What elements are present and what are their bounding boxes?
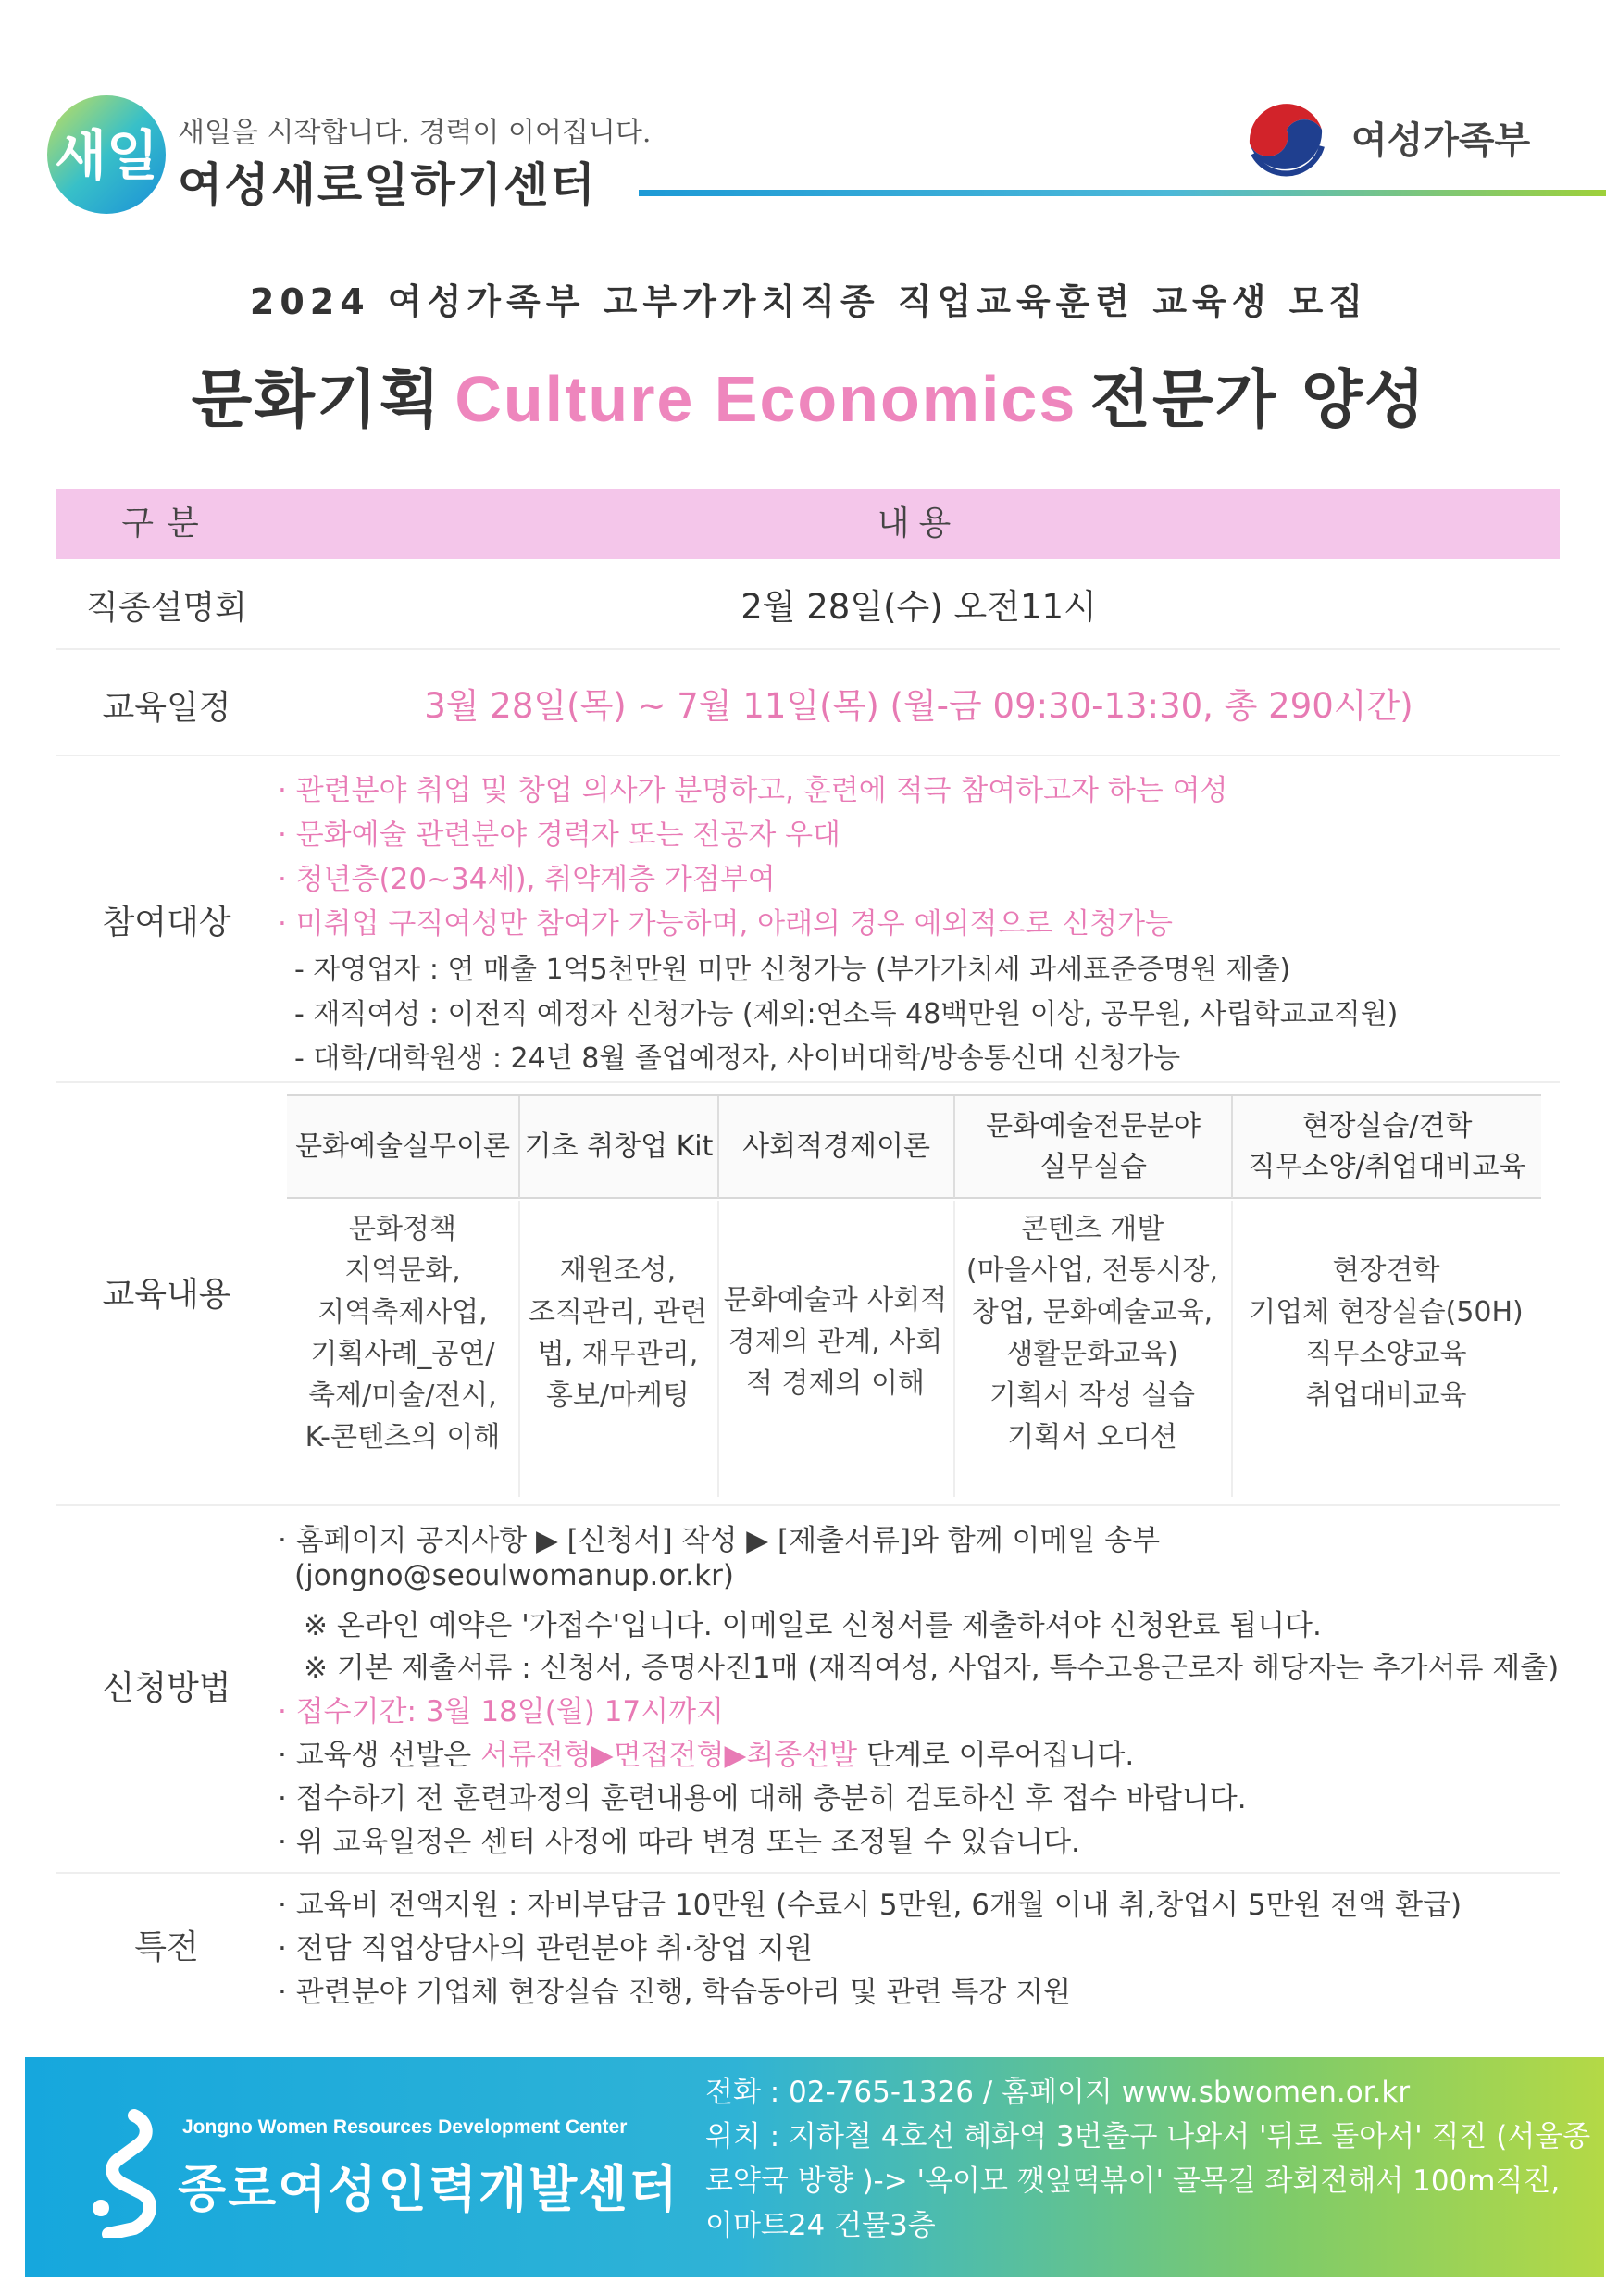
briefing-label: 직종설명회 [86,589,247,627]
curriculum-col-divider [717,1201,719,1497]
table-header-category: 구분 [121,505,212,543]
application-selection [278,1731,1134,1773]
curriculum-item: 직무소양교육 [1305,1338,1467,1370]
curriculum-col-body [717,1279,953,1557]
curriculum-item: 문화예술과 사회적 [723,1284,948,1316]
selection-steps: 서류전형▶면접전형▶최종선발 [480,1739,858,1772]
briefing-value: 2월 28일(수) 오전11시 [741,587,1097,627]
selection-pre: · 교육생 선발은 [278,1739,481,1772]
row-divider [56,1504,1560,1506]
curriculum-item: 법, 재무관리, [537,1338,699,1370]
curriculum-item: 지역축제사업, [317,1296,488,1329]
saeil-logo [44,93,169,218]
curriculum-item: 지역문화, [344,1254,461,1287]
curriculum-col-divider [518,1201,520,1497]
saeil-logo-text: 새일 [54,124,159,187]
curriculum-col-body [953,1208,1231,1486]
curriculum-col-head [717,1096,953,1198]
application-line: · 홈페이지 공지사항 ▶ [신청서] 작성 ▶ [제출서류]와 함께 이메일 송부 [278,1524,1161,1557]
jongno-logo-icon [81,2108,164,2238]
curriculum-item: 현장견학 [1332,1254,1440,1287]
curriculum-item: 조직관리, 관련 [529,1296,707,1329]
curriculum-col-body [518,1250,717,1528]
curriculum-item: 홍보/마케팅 [545,1379,690,1412]
row-divider [56,648,1560,650]
application-label: 신청방법 [102,1669,231,1707]
curriculum-item: 적 경제의 이해 [746,1367,925,1400]
curriculum-item: 기획서 오디션 [1007,1421,1177,1454]
application-line: · 접수하기 전 훈련과정의 훈련내용에 대해 충분히 검토하신 후 접수 바랍니다. [278,1782,1247,1816]
ministry-name: 여성가족부 [1351,119,1531,162]
application-email: (jongno@seoulwomanup.or.kr) [294,1559,734,1592]
footer-location: 위치 : 지하철 4호선 혜화역 3번출구 나와서 '뒤로 돌아서' 직진 (서울종 [705,2120,1591,2153]
benefit-item: · 교육비 전액지원 : 자비부담금 10만원 (수료시 5만원, 6개월 이내 취,창업시 5만원 전액 환급) [278,1889,1462,1922]
title-part-2: Culture Economics [454,363,1077,435]
footer-banner [25,2057,1604,2277]
application-note: ※ 기본 제출서류 : 신청서, 증명사진1매 (재직여성, 사업자, 특수고용근로자 해당자는 추가서류 제출) [304,1652,1560,1685]
curriculum-item: 재원조성, [559,1254,677,1287]
curriculum-item: 기획서 작성 실습 [989,1379,1195,1412]
curriculum-col-head [953,1096,1231,1198]
schedule-label: 교육일정 [102,689,231,727]
benefits-label: 특전 [134,1928,199,1966]
curriculum-item: 창업, 문화예술교육, [971,1296,1214,1329]
curriculum-header-row [287,1094,1541,1199]
schedule-value: 3월 28일(목) ~ 7월 11일(목) (월-금 09:30-13:30, 총 290시간) [424,686,1413,726]
footer-org-ko: 종로여성인력개발센터 [178,2160,679,2218]
page-subtitle: 2024 여성가족부 고부가가치직종 직업교육훈련 교육생 모집 [249,281,1369,322]
curriculum-item: (마을사업, 전통시장, [965,1254,1219,1287]
curriculum-col-body [287,1208,518,1486]
row-divider [56,1081,1560,1083]
header-tagline: 새일을 시작합니다. 경력이 이어집니다. [178,117,652,149]
footer-location: 로약국 방향 )-> '옥이모 깻잎떡볶이' 골목길 좌회전해서 100m직진, [705,2165,1561,2198]
curriculum-col-head-text: 현장실습/견학 [1301,1110,1473,1142]
footer-contact: 전화 : 02-765-1326 / 홈페이지 www.sbwomen.or.kr [705,2076,1411,2109]
curriculum-item: 문화정책 [349,1213,456,1245]
curriculum-item: 생활문화교육) [1006,1338,1178,1370]
curriculum-item: K-콘텐츠의 이해 [305,1421,501,1454]
curriculum-item: 기획사례_공연/ [310,1338,495,1370]
table-header [56,489,1560,559]
curriculum-col-head [287,1096,518,1198]
curriculum-item: 콘텐츠 개발 [1020,1213,1164,1245]
benefit-item: · 전담 직업상담사의 관련분야 취·창업 지원 [278,1932,814,1965]
curriculum-col-divider [1231,1201,1233,1497]
header-divider [639,190,1606,196]
footer-location: 이마트24 건물3층 [705,2209,936,2242]
title-part-1: 문화기획 [191,364,442,437]
curriculum-col-head-text: 기초 취창업 Kit [524,1130,714,1163]
curriculum-item: 축제/미술/전시, [308,1379,497,1412]
benefit-item: · 관련분야 기업체 현장실습 진행, 학습동아리 및 관련 특강 지원 [278,1976,1072,2009]
selection-post: 단계로 이루어집니다. [857,1739,1135,1772]
page-title [0,350,1618,440]
curriculum-col-head-text: 실무실습 [1039,1151,1147,1183]
header-org-name: 여성새로일하기센터 [178,158,597,212]
footer-org-en: Jongno Women Resources Development Center [182,2116,628,2138]
application-line: · 위 교육일정은 센터 사정에 따라 변경 또는 조정될 수 있습니다. [278,1826,1080,1859]
eligibility-label: 참여대상 [102,904,231,942]
curriculum-col-head [1231,1096,1541,1198]
curriculum-col-head [518,1096,717,1198]
curriculum-col-divider [953,1201,955,1497]
curriculum-col-head-text: 문화예술전문분야 [986,1110,1201,1142]
curriculum-col-head-text: 직무소양/취업대비교육 [1248,1151,1526,1183]
eligibility-sub-item: - 자영업자 : 연 매출 1억5천만원 미만 신청가능 (부가가치세 과세표준증명원 제출) [294,954,1291,986]
table-header-content: 내용 [877,505,961,543]
application-note: ※ 온라인 예약은 '가접수'입니다. 이메일로 신청서를 제출하셔야 신청완료 됩니다. [304,1609,1322,1642]
curriculum-col-head-text: 문화예술실무이론 [295,1130,510,1163]
curriculum-col-head-text: 사회적경제이론 [742,1130,930,1163]
title-part-3: 전문가 양성 [1089,364,1427,437]
ministry-emblem-icon [1240,93,1333,185]
row-divider [56,1872,1560,1874]
eligibility-bullet: · 청년층(20~34세), 취약계층 가점부여 [278,863,776,896]
curriculum-item: 취업대비교육 [1305,1379,1467,1412]
eligibility-bullet: · 관련분야 취업 및 창업 의사가 분명하고, 훈련에 적극 참여하고자 하는 여성 [278,774,1228,807]
row-divider [56,755,1560,756]
curriculum-item: 경제의 관계, 사회 [728,1326,943,1358]
eligibility-sub-item: - 재직여성 : 이전직 예정자 신청가능 (제외:연소득 48백만원 이상, 공무원, 사립학교교직원) [294,998,1399,1030]
curriculum-col-body [1231,1250,1541,1528]
curriculum-item: 기업체 현장실습(50H) [1249,1296,1524,1329]
application-deadline: · 접수기간: 3월 18일(월) 17시까지 [278,1695,724,1728]
curriculum-label: 교육내용 [102,1276,231,1314]
eligibility-bullet: · 미취업 구직여성만 참여가 가능하며, 아래의 경우 예외적으로 신청가능 [278,907,1173,941]
eligibility-bullet: · 문화예술 관련분야 경력자 또는 전공자 우대 [278,818,841,852]
eligibility-sub-item: - 대학/대학원생 : 24년 8월 졸업예정자, 사이버대학/방송통신대 신청가능 [294,1042,1181,1075]
